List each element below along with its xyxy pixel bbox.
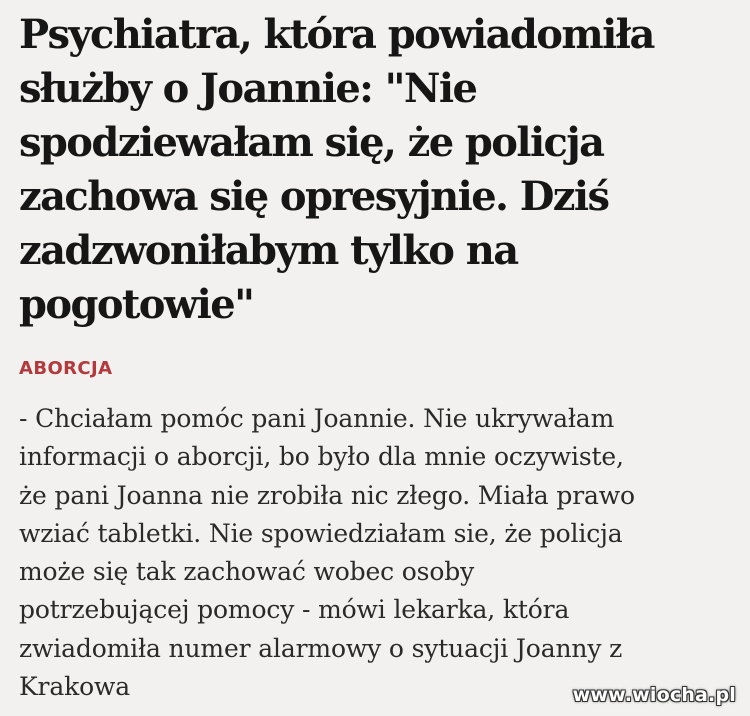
lead-line: potrzebującej pomocy - mówi lekarka, która (19, 595, 570, 625)
lead-line: informacji o aborcji, bo było dla mnie oczywiste, (19, 442, 624, 472)
article-lead (19, 400, 739, 706)
category-link[interactable]: ABORCJA (19, 358, 113, 379)
lead-line: że pani Joanna nie zrobiła nic złego. Miała prawo (19, 480, 635, 510)
lead-line: zwiadomiła numer alarmowy o sytuacji Joanny z (19, 633, 623, 663)
lead-line: Krakowa (19, 672, 130, 702)
headline-line: pogotowie" (19, 281, 254, 328)
headline-line: zadzwoniłabym tylko na (19, 227, 518, 274)
headline-line: służby o Joannie: "Nie (19, 65, 477, 112)
site-watermark: www.wiocha.pl (572, 684, 736, 706)
headline-line: spodziewałam się, że policja (19, 119, 604, 166)
lead-line: - Chciałam pomóc pani Joannie. Nie ukrywałam (19, 404, 615, 433)
headline-line: Psychiatra, która powiadomiła (19, 11, 654, 58)
lead-line: wziać tabletki. Nie spowiedziałam sie, że policja (19, 518, 623, 548)
headline-line: zachowa się opresyjnie. Dziś (19, 173, 609, 220)
article-headline[interactable] (19, 8, 719, 332)
lead-line: może się tak zachować wobec osoby (19, 557, 475, 587)
